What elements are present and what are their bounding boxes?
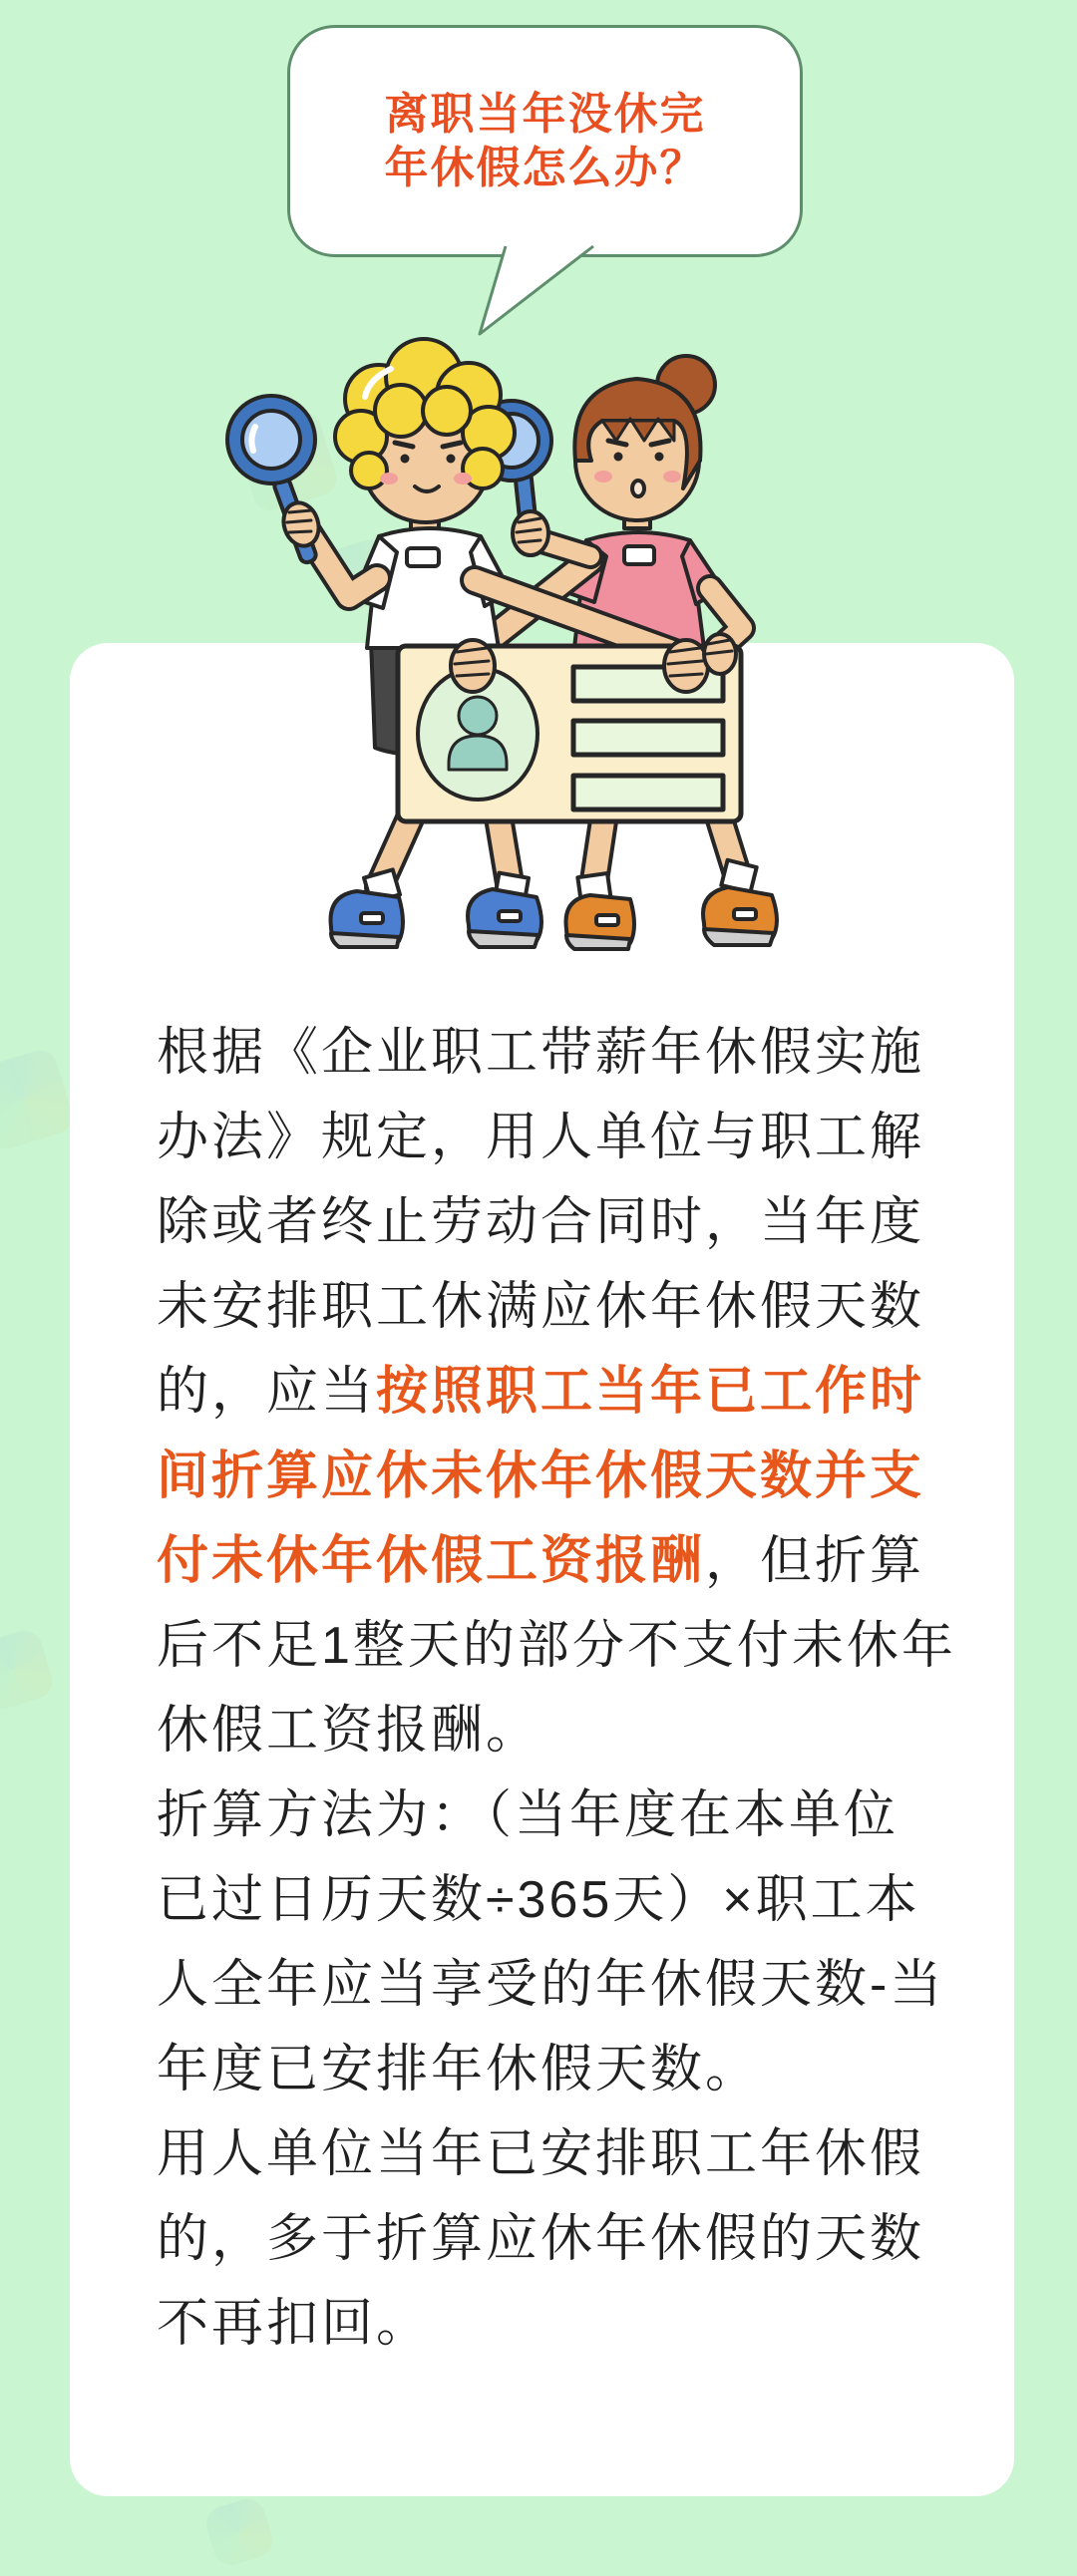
boy-shoe-right (468, 889, 541, 947)
text-line: 的，应当按照职工当年已工作时 (157, 1363, 925, 1421)
bubble-title-line-1: 离职当年没休完 (384, 89, 706, 139)
text-line: 人全年应当享受的年休假天数-当 (157, 1956, 945, 2014)
text-line: 年度已安排年休假天数。 (157, 2041, 761, 2098)
text-line: 不再扣回。 (157, 2295, 432, 2353)
text-line: 用人单位当年已安排职工年休假 (157, 2125, 925, 2183)
girl-shoe-left (566, 895, 635, 949)
text-line: 除或者终止劳动合同时，当年度 (157, 1193, 925, 1251)
text-line: 付未休年休假工资报酬，但折算 (157, 1532, 925, 1590)
bubble-title-line-2: 年休假怎么办？ (384, 143, 706, 192)
text-line: 后不足1整天的部分不支付未休年 (157, 1617, 956, 1675)
text-line: 折算方法为：（当年度在本单位 (157, 1786, 899, 1844)
girl-shoe-right (703, 887, 777, 945)
speech-bubble-tail (449, 229, 648, 349)
text-line: 休假工资报酬。 (157, 1702, 541, 1760)
text-line: 间折算应休未休年休假天数并支 (157, 1448, 925, 1505)
text-line: 已过日历天数÷365天）×职工本 (157, 1871, 920, 1929)
speech-bubble (287, 25, 803, 257)
boy-shoe-left (331, 891, 403, 947)
watermark-icon (202, 2495, 277, 2570)
text-line: 未安排职工休满应休年休假天数 (157, 1278, 925, 1336)
magnifier-icon (227, 396, 324, 564)
body-text (157, 1011, 954, 2367)
watermark-icon (0, 1046, 77, 1152)
watermark-icon (0, 1626, 57, 1713)
text-line: 的，多于折算应休年休假的天数 (157, 2210, 925, 2268)
card-text-bars (573, 667, 723, 809)
text-line: 办法》规定，用人单位与职工解 (157, 1109, 925, 1166)
text-line: 根据《企业职工带薪年休假实施 (157, 1024, 925, 1082)
